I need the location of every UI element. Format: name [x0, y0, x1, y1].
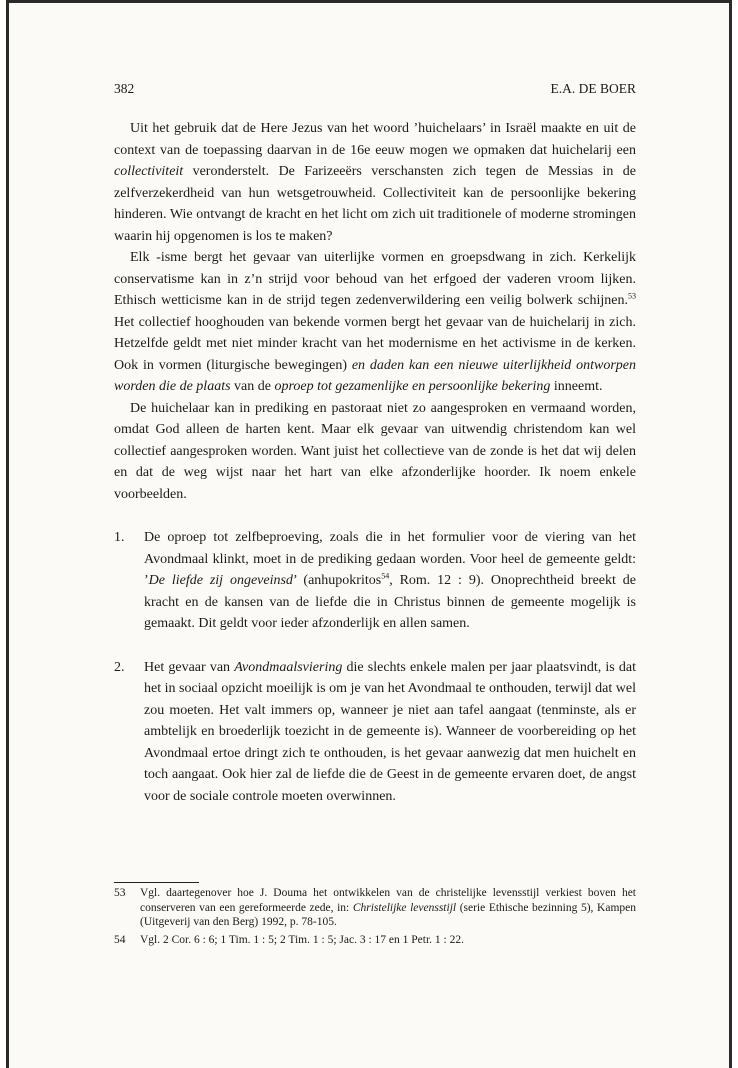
footnote-53	[114, 886, 636, 930]
running-header	[114, 81, 636, 97]
emphasis: collectiviteit	[114, 164, 184, 179]
text-run: Vgl. daartegenover hoe J. Douma het ontwikkelen van de christelijke levensstijl verkiest boven het conserveren van een gereformeerde zede, in:	[140, 887, 636, 914]
list-item	[114, 657, 636, 808]
scan-edge-top	[6, 0, 732, 3]
list-item	[114, 527, 636, 635]
text-run: ’ (anhupokritos	[292, 573, 382, 588]
paragraph-3: De huichelaar kan in prediking en pastoraat niet zo aangesproken en vermaand worden, omdat God alleen de harten kent. Maar elk gevaar van uitwendig christendom kan wel collectief aangesproken worden. Want juist het collectieve van de zonde is het dat wij delen en dat de weg wijst naar het hart van elke afzonderlijke hoorder. Ik noem enkele voorbeelden.	[114, 400, 636, 502]
paragraph-2	[114, 247, 636, 398]
list-number: 1.	[114, 530, 125, 545]
scan-edge-right	[729, 0, 732, 1068]
footnote-54	[114, 933, 636, 948]
text-run: die slechts enkele malen per jaar plaatsvindt, is dat het in sociaal opzicht moeilijk is om je van het Avondmaal te onthouden, terwijl dat wel zou moeten. Het valt immers op, wanneer je niet aan tafel aangaat (tenminste, als er ambtelijk en broederlijk toezicht in de gemeente is). Wanneer de voorbereiding op het Avondmaal ertoe dringt zich te onthouden, is het gevaar aanwezig dat men huichelt en toch aangaat. Ook hier zal de liefde die de Geest in de gemeente ervaren doet, de angst voor de sociale controle moeten overwinnen.	[144, 659, 636, 804]
text-run: van de	[230, 379, 275, 394]
footnote-divider	[114, 882, 199, 883]
text-run: , Rom. 12 : 9). Onoprechtheid breekt de kracht en de kansen van de liefde die in Christus binnen de gemeente mogelijk is gemaakt. Dit geldt voor ieder afzonderlijk en allen samen.	[144, 573, 636, 631]
page	[6, 0, 732, 1068]
text-run: Elk -isme bergt het gevaar van uiterlijke vormen en groepsdwang in zich. Kerkelijk conservatisme kan in z’n strijd voor behoud van het erfgoed der vaderen vroom lijken. Ethisch wetticisme kan in de strijd tegen zedenverwildering een veilig bolwerk schijnen.	[114, 250, 636, 308]
text-run: Het gevaar van	[144, 659, 235, 675]
list-number: 2.	[114, 659, 125, 675]
text-run: (serie Ethische bezinning 5), Kampen (Uitgeverij van den Berg) 1992, p. 78-105.	[140, 901, 636, 928]
emphasis: oproep tot gezamenlijke en persoonlijke bekering	[274, 379, 551, 394]
emphasis: Avondmaalsviering	[234, 659, 343, 675]
text-run: Uit het gebruik dat de Here Jezus van het woord ’huichelaars’ in Israël maakte en uit de context van de toepassing daarvan in de 16e eeuw mogen we opmaken dat huichelarij een	[114, 121, 636, 158]
footnote-ref-53: 53	[628, 291, 636, 301]
footnote-number: 53	[114, 887, 126, 899]
running-author: E.A. DE BOER	[550, 81, 636, 96]
emphasis: Christelijke levensstijl	[352, 901, 457, 914]
text-run: inneemt.	[550, 379, 603, 394]
paragraph-1	[114, 118, 636, 247]
footnotes	[114, 886, 636, 950]
text-run: De oproep tot zelfbeproeving, zoals die in het formulier voor de viering van het Avondmaal klinkt, moet in de prediking gedaan worden. Voor heel de gemeente geldt: ’	[144, 530, 636, 588]
emphasis: en daden kan een nieuwe uiterlijkheid ontworpen worden die de plaats	[114, 357, 636, 394]
body-text	[114, 118, 636, 807]
footnote-ref-54: 54	[381, 571, 390, 581]
text-run: veronderstelt. De Farizeeërs verschansten zich tegen de Messias in de zelfverzekerdheid van hun wetsgetrouwheid. Collectiviteit kan de persoonlijke bekering hinderen. Wie ontvangt de kracht en het licht om zich uit traditionele of moderne stromingen waarin hij opgenomen is los te maken?	[114, 164, 636, 244]
scan-edge-left	[6, 0, 9, 1068]
text-run: Vgl. 2 Cor. 6 : 6; 1 Tim. 1 : 5; 2 Tim. 1 : 5; Jac. 3 : 17 en 1 Petr. 1 : 22.	[140, 933, 464, 946]
emphasis: De liefde zij ongeveinsd	[148, 573, 293, 588]
footnote-number: 54	[114, 933, 126, 946]
page-number: 382	[114, 81, 135, 96]
text-run: Het collectief hooghouden van bekende vormen bergt het gevaar van de huichelarij in zich. Hetzelfde geldt met niet minder kracht van het modernisme en het activisme in de kerken. Ook in vormen (liturgische bewegingen)	[114, 314, 636, 373]
numbered-list	[114, 527, 636, 807]
